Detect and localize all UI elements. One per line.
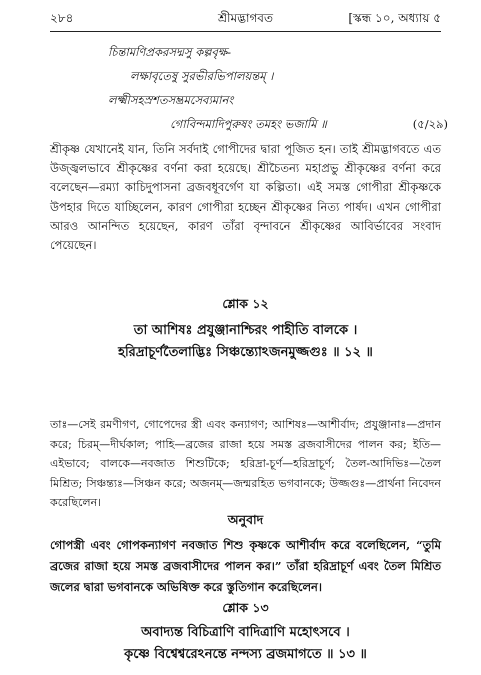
book-title: শ্রীমদ্ভাগবত <box>217 11 273 25</box>
sloka-12-line: হরিদ্রাচূর্ণতৈলাদ্ভিঃ সিঞ্চন্ত্যোঽজনমুজ্জগুঃ ॥ ১২ ॥ <box>118 345 373 360</box>
verse-reference: (৫/২৯) <box>412 117 448 131</box>
section-reference: [স্কন্ধ ১০, অধ্যায় ৫ <box>348 11 441 25</box>
synonyms-text: তাঃ—সেই রমণীগণ, গোপেদের স্ত্রী এবং কন্যাগণ; আশিষঃ—আশীর্বাদ; প্রযুঞ্জানাঃ—প্রদান করে; চিরম্—দীর্ঘকাল; পাহি—ব্রজের রাজা হয়ে সমস্ত ব্রজবাসীদের পালন কর; ইতি—এইভাবে; বালকে—নবজাত শিশুটিকে; হরিদ্রা-চূর্ণ—হরিদ্রাচূর্ণ; তৈল-আদিভিঃ—তৈল মিশ্রিত; সিঞ্চন্ত্যঃ—সিঞ্চন করে; অজনম্—জন্মরহিত ভগবানকে; উজ্জগুঃ—প্রার্থনা নিবেদন করেছিলেন। <box>50 418 441 509</box>
quoted-verse <box>108 40 448 136</box>
translation-text: গোপস্ত্রী এবং গোপকন্যাগণ নবজাত শিশু কৃষ্ণকে আশীর্বাদ করে বলেছিলেন, “তুমি ব্রজের রাজা হয়ে সমস্ত ব্রজবাসীদের পালন কর।” তাঁরা হরিদ্রাচূর্ণ এবং তৈল মিশ্রিত জলের দ্বারা ভগবানকে অভিষিক্ত করে স্তুতিগান করেছিলেন। <box>50 538 441 594</box>
purport-text: শ্রীকৃষ্ণ যেখানেই যান, তিনি সর্বদাই গোপীদের দ্বারা পূজিত হন। তাই শ্রীমদ্ভাগবতে এত উজ্জ্বলভাবে শ্রীকৃষ্ণের বর্ণনা করা হয়েছে। শ্রীচৈতন্য মহাপ্রভু শ্রীকৃষ্ণের বর্ণনা করে বলেছেন—রম্যা কাচিদুপাসনা ব্রজবধূবর্গেণ যা কল্পিতা। এই সমস্ত গোপীরা শ্রীকৃষ্ণকে উপহার দিতে যাচ্ছিলেন, কারণ গোপীরা হচ্ছেন শ্রীকৃষ্ণের নিত্য পার্ষদ। এখন গোপীরা আরও আনন্দিত হয়েছেন, কারণ তাঁরা বৃন্দাবনে শ্রীকৃষ্ণের আবির্ভাবের সংবাদ পেয়েছেন। <box>50 142 441 253</box>
translation-heading: অনুবাদ <box>227 512 264 527</box>
header-rule <box>50 31 441 32</box>
sloka-13-verse <box>50 622 441 666</box>
sloka-12-verse <box>50 320 441 364</box>
sloka-13-line: কৃষ্ণে বিশ্বেশ্বরেঽনন্তে নন্দস্য ব্রজমাগতে ॥ ১৩ ॥ <box>124 647 367 662</box>
page-header <box>50 10 441 30</box>
quoted-verse-line: চিন্তামণিপ্রকরসদ্মসু কল্পবৃক্ষ- <box>108 45 232 59</box>
quoted-verse-line: লক্ষাবৃতেষু সুরভীরভিপালয়ন্তম্ । <box>130 69 274 83</box>
sloka-13-heading: শ্লোক ১৩ <box>222 600 269 615</box>
sloka-12-translation <box>50 535 441 598</box>
sloka-12-line: তা আশিষঃ প্রযুঞ্জানাশ্চিরং পাহীতি বালকে । <box>133 323 358 338</box>
quoted-verse-line: গোবিন্দমাদিপুরুষং তমহং ভজামি ॥ <box>170 117 327 131</box>
sloka-13-line: অবাদ্যন্ত বিচিত্রাণি বাদিত্রাণি মহোৎসবে । <box>141 625 350 640</box>
purport-paragraph <box>50 140 441 255</box>
quoted-verse-line-last <box>108 112 448 136</box>
page-number: ২৮৪ <box>50 11 74 25</box>
sloka-12-heading: শ্লোক ১২ <box>222 296 269 311</box>
sloka-12-synonyms <box>50 415 441 513</box>
quoted-verse-line: লক্ষ্মীসহস্রশতসম্ভ্রমসেব্যমানং <box>108 93 234 107</box>
